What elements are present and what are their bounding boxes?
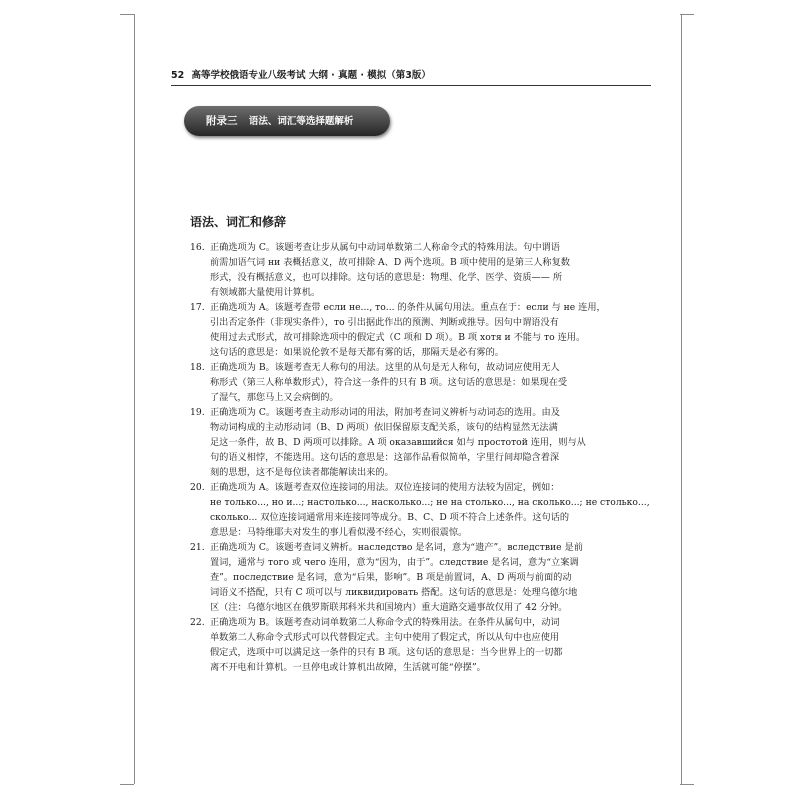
answer-line: 区（注：乌德尔地区在俄罗斯联邦科米共和国境内）重大道路交通事故仅用了 42 分钟。: [210, 602, 568, 613]
answer-line: 句的语义相悖，不能选用。这句话的意思是：这部作品看似简单，字里行间却隐含着深: [210, 452, 560, 463]
answer-line: 正确选项为 A。该题考查双位连接词的用法。双位连接词的使用方法较为固定，例如：: [210, 482, 560, 493]
answer-item: [190, 405, 620, 480]
answer-line: 意思是：马特维耶夫对发生的事儿看似漫不经心，实则很震惊。: [210, 527, 468, 538]
answer-line: 了湿气，那您马上又会病倒的。: [210, 392, 339, 403]
section-heading: 语法、词汇和修辞: [190, 215, 287, 229]
answer-item: [190, 240, 620, 300]
crop-mark: [120, 14, 134, 15]
answer-line: 正确选项为 B。该题考查无人称句的用法。这里的从句是无人称句，故动词应使用无人: [210, 362, 560, 373]
answer-line: 正确选项为 B。该题考查动词单数第二人称命令式的特殊用法。在条件从属句中，动词: [210, 617, 560, 628]
crop-mark: [680, 14, 694, 15]
answer-line: 正确选项为 C。该题考查主动形动词的用法，附加考查词义辨析与动词态的选用。由及: [210, 407, 560, 418]
answer-line: не только..., но и...; настолько..., насколько...; не на столько..., на сколько...; не столько...,: [210, 497, 650, 508]
banner-text: 语法、词汇等选择题解析: [248, 116, 354, 127]
answer-number: 20.: [190, 482, 205, 493]
answer-line: 词语义不搭配，只有 C 项可以与 ликвидировать 搭配。这句话的意思是：处理乌德尔地: [210, 587, 578, 598]
answer-number: 21.: [190, 542, 205, 553]
answer-line: 假定式，选项中可以满足这一条件的只有 B 项。这句话的意思是：当今世界上的一切都: [210, 647, 563, 658]
answer-item: [190, 300, 620, 360]
answer-line: 查”。последствие 是名词，意为“后果，影响”。B 项是前置词，A、D 两项与前面的动: [210, 572, 572, 583]
answer-line: 置词，通常与 того 或 чего 连用，意为“因为，由于”。следствие 是名词，意为“立案调: [210, 557, 579, 568]
banner-label: 附录三: [206, 115, 238, 127]
answer-item: [190, 615, 620, 675]
answer-line: 单数第二人称命令式形式可以代替假定式。主句中使用了假定式，所以从句中也应使用: [210, 632, 560, 643]
answer-line: 离不开电和计算机。一旦停电或计算机出故障，生活就可能“停摆”。: [210, 662, 486, 673]
answer-line: 引出否定条件（非现实条件），то 引出据此作出的预测、判断或推导。因句中谓语没有: [210, 317, 559, 328]
appendix-banner: [184, 106, 390, 136]
crop-mark: [120, 784, 134, 785]
answer-line: 称形式（第三人称单数形式），符合这一条件的只有 B 项。这句话的意思是：如果现在受: [210, 377, 568, 388]
answer-line: 有领域都大量使用计算机。: [210, 287, 321, 298]
answer-line: 正确选项为 A。该题考查带 если не..., то... 的条件从属句用法。重点在于：если 与 не 连用，: [210, 302, 606, 313]
answer-line: 使用过去式形式，故可排除选项中的假定式（C 项和 D 项）。B 项 хотя и 不能与 то 连用。: [210, 332, 586, 343]
answer-number: 22.: [190, 617, 205, 628]
answer-item: [190, 540, 620, 615]
crop-mark: [680, 784, 694, 785]
answer-item: [190, 360, 620, 405]
answer-line: 正确选项为 C。该题考查词义辨析。наследство 是名词，意为“遗产”。вследствие 是前: [210, 542, 583, 553]
answer-line: 前需加语气词 ни 表概括意义，故可排除 A、D 两个选项。B 项中使用的是第三人称复数: [210, 257, 570, 268]
answer-list: [190, 240, 650, 675]
answer-line: сколько... 双位连接词通常用来连接同等成分。B、C、D 项不符合上述条件。这句话的: [210, 512, 570, 523]
answer-line: 形式，没有概括意义，也可以排除。这句话的意思是：物理、化学、医学、资质—— 所: [210, 272, 563, 283]
book-title: 高等学校俄语专业八级考试 大纲 · 真题 · 模拟（第3版）: [191, 70, 431, 81]
answer-line: 物动词构成的主动形动词（B、D 两项）依旧保留原支配关系，该句的结构显然无法满: [210, 422, 558, 433]
answer-number: 19.: [190, 407, 205, 418]
answer-line: 足这一条件，故 B、D 两项可以排除。A 项 оказавшийся 如与 простотой 连用，则与从: [210, 437, 586, 448]
answer-line: 这句话的意思是：如果说伦敦不是每天都有雾的话，那隔天是必有雾的。: [210, 347, 504, 358]
answer-line: 刻的思想，这不是每位读者都能解读出来的。: [210, 467, 394, 478]
answer-number: 18.: [190, 362, 205, 373]
answer-number: 16.: [190, 242, 205, 253]
answer-line: 正确选项为 C。该题考查让步从属句中动词单数第二人称命令式的特殊用法。句中谓语: [210, 242, 560, 253]
page-number: 52: [171, 70, 185, 81]
answer-number: 17.: [190, 302, 205, 313]
answer-item: [190, 480, 650, 540]
running-head: [171, 67, 651, 86]
